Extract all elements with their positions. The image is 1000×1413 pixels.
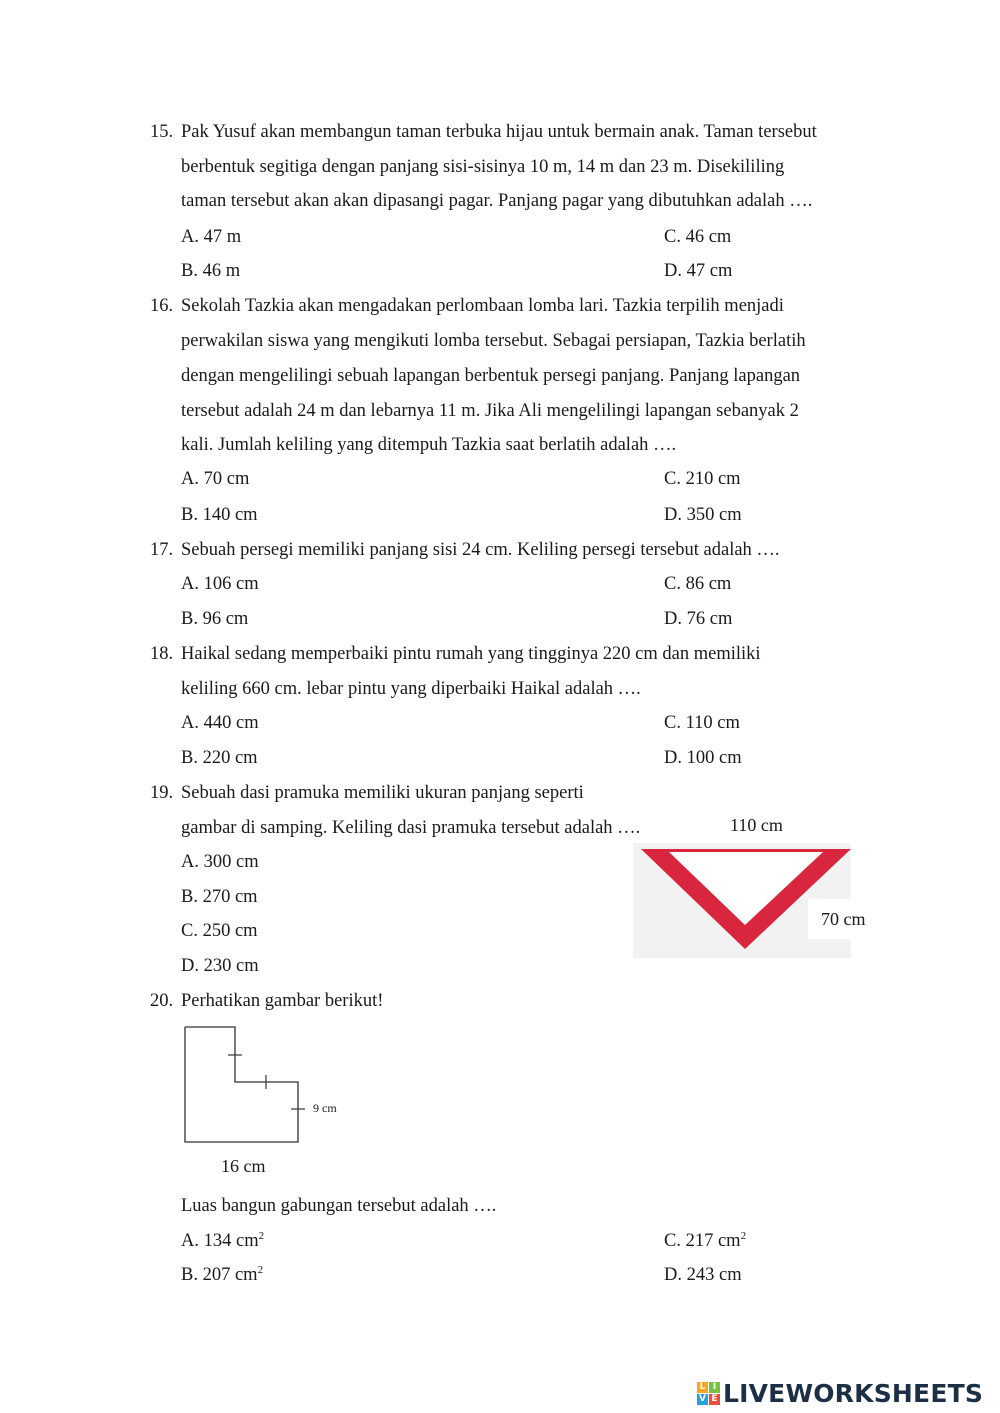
- q18-text-line-2: keliling 660 cm. lebar pintu yang diperbaiki Haikal adalah ….: [181, 679, 641, 699]
- q18-option-b[interactable]: B. 220 cm: [181, 748, 258, 768]
- logo-mark-tile: V: [697, 1394, 708, 1405]
- q16-text-line-5: kali. Jumlah keliling yang ditempuh Tazkia saat berlatih adalah ….: [181, 435, 677, 455]
- logo-mark-tile: L: [697, 1382, 708, 1393]
- l-shape-bottom-label: 16 cm: [221, 1156, 266, 1176]
- scarf-side-label: 70 cm: [821, 909, 866, 929]
- q16-option-a[interactable]: A. 70 cm: [181, 469, 250, 489]
- q19-option-b[interactable]: B. 270 cm: [181, 887, 258, 907]
- q18-option-a[interactable]: A. 440 cm: [181, 713, 259, 733]
- q20-question-line: Luas bangun gabungan tersebut adalah ….: [181, 1196, 497, 1216]
- q19-text-line-1: Sebuah dasi pramuka memiliki ukuran panjang seperti: [181, 783, 584, 803]
- q20-option-a-sup: 2: [258, 1230, 265, 1242]
- q20-option-c-text: C. 217 cm: [664, 1231, 741, 1251]
- q20-option-c-sup: 2: [740, 1230, 747, 1242]
- scarf-top-label: 110 cm: [730, 815, 783, 835]
- q16-option-b[interactable]: B. 140 cm: [181, 505, 258, 525]
- q16-text-line-2: perwakilan siswa yang mengikuti lomba tersebut. Sebagai persiapan, Tazkia berlatih: [181, 331, 806, 351]
- q18-option-d[interactable]: D. 100 cm: [664, 748, 742, 768]
- q16-option-c[interactable]: C. 210 cm: [664, 469, 741, 489]
- q18-text-line-1: Haikal sedang memperbaiki pintu rumah yang tingginya 220 cm dan memiliki: [181, 644, 761, 664]
- scarf-figure: [633, 843, 853, 959]
- q20-option-a[interactable]: [181, 1231, 264, 1252]
- q16-option-d[interactable]: D. 350 cm: [664, 505, 742, 525]
- q19-text-line-2: gambar di samping. Keliling dasi pramuka tersebut adalah ….: [181, 818, 641, 838]
- q16-text-line-4: tersebut adalah 24 m dan lebarnya 11 m. Jika Ali mengelilingi lapangan sebanyak 2: [181, 401, 799, 421]
- q20-option-c[interactable]: [664, 1231, 746, 1252]
- q19-option-a[interactable]: A. 300 cm: [181, 852, 259, 872]
- q17-option-b[interactable]: B. 96 cm: [181, 609, 249, 629]
- logo-text: LIVEWORKSHEETS: [723, 1378, 984, 1408]
- q20-text-line-1: Perhatikan gambar berikut!: [181, 991, 384, 1011]
- logo-mark-tile: E: [709, 1394, 720, 1405]
- l-shape-figure: [180, 1022, 310, 1146]
- q17-number: 17.: [150, 540, 174, 560]
- q20-option-d[interactable]: D. 243 cm: [664, 1265, 742, 1285]
- q15-text-line-2: berbentuk segitiga dengan panjang sisi-sisinya 10 m, 14 m dan 23 m. Disekililing: [181, 157, 785, 177]
- q15-option-b[interactable]: B. 46 m: [181, 261, 241, 281]
- q15-option-a[interactable]: A. 47 m: [181, 227, 242, 247]
- q17-option-d[interactable]: D. 76 cm: [664, 609, 733, 629]
- q20-option-b-sup: 2: [257, 1264, 264, 1276]
- logo-mark-tile: I: [709, 1382, 720, 1393]
- q15-text-line-3: taman tersebut akan akan dipasangi pagar. Panjang pagar yang dibutuhkan adalah ….: [181, 191, 813, 211]
- l-shape-side-label: 9 cm: [313, 1101, 337, 1115]
- q16-number: 16.: [150, 296, 174, 316]
- q17-option-a[interactable]: A. 106 cm: [181, 574, 259, 594]
- q16-text-line-1: Sekolah Tazkia akan mengadakan perlombaan lomba lari. Tazkia terpilih menjadi: [181, 296, 784, 316]
- q19-option-c[interactable]: C. 250 cm: [181, 921, 258, 941]
- q15-option-c[interactable]: C. 46 cm: [664, 227, 732, 247]
- q19-option-d[interactable]: D. 230 cm: [181, 956, 259, 976]
- q15-option-d[interactable]: D. 47 cm: [664, 261, 733, 281]
- q19-number: 19.: [150, 783, 174, 803]
- q20-option-b[interactable]: [181, 1265, 263, 1286]
- q18-number: 18.: [150, 644, 174, 664]
- q17-text-line-1: Sebuah persegi memiliki panjang sisi 24 cm. Keliling persegi tersebut adalah ….: [181, 540, 780, 560]
- q20-option-a-text: A. 134 cm: [181, 1231, 259, 1251]
- q18-option-c[interactable]: C. 110 cm: [664, 713, 740, 733]
- l-shape-outline: [185, 1027, 298, 1142]
- q20-number: 20.: [150, 991, 174, 1011]
- q16-text-line-3: dengan mengelilingi sebuah lapangan berbentuk persegi panjang. Panjang lapangan: [181, 366, 801, 386]
- q15-text-line-1: Pak Yusuf akan membangun taman terbuka hijau untuk bermain anak. Taman tersebut: [181, 122, 817, 142]
- q15-number: 15.: [150, 122, 174, 142]
- liveworksheets-logo[interactable]: [697, 1377, 983, 1409]
- q20-option-b-text: B. 207 cm: [181, 1265, 258, 1285]
- logo-mark-icon: [697, 1382, 720, 1405]
- q17-option-c[interactable]: C. 86 cm: [664, 574, 732, 594]
